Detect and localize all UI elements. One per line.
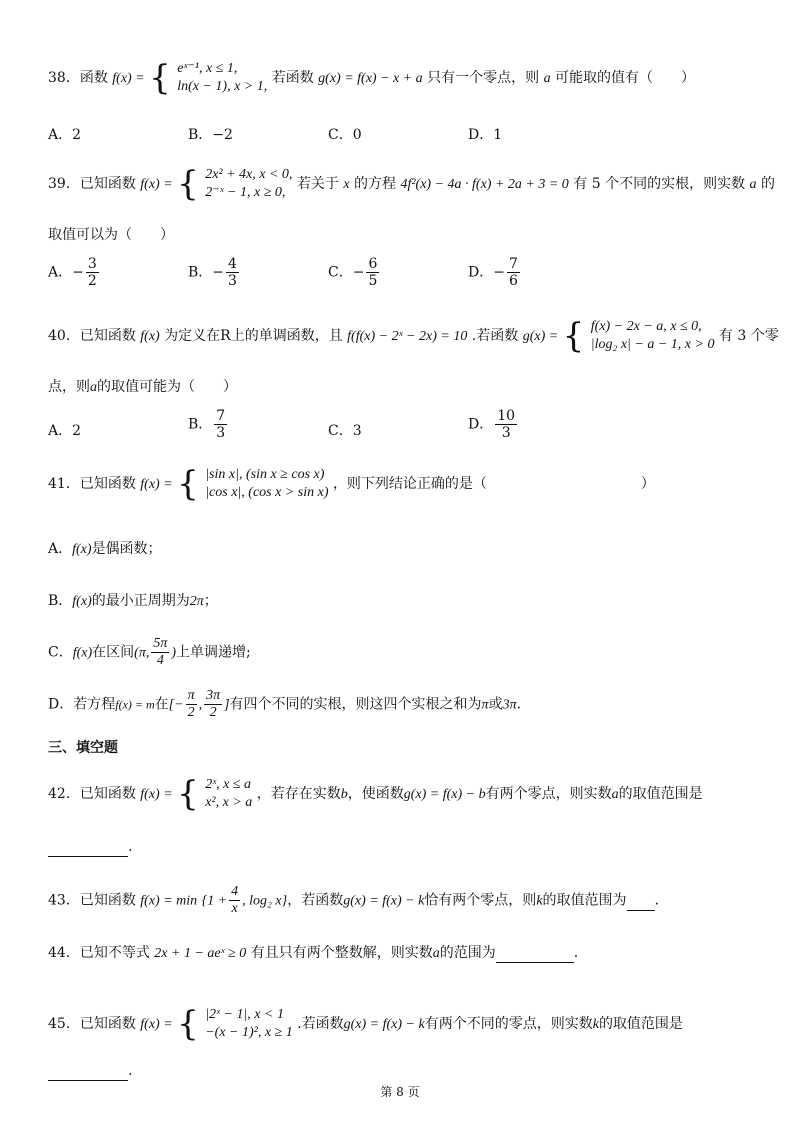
q38-option-b[interactable]: B．−2 (188, 127, 233, 143)
q41-option-c-close: ) (171, 645, 177, 661)
q43-text-2: 恰有两个零点，则 (424, 892, 537, 909)
q38-option-d[interactable]: D．1 (468, 127, 503, 143)
q42-answer-blank[interactable] (48, 838, 128, 857)
q45-brace: { (177, 1004, 199, 1044)
q41-option-d-den-2: 2 (209, 705, 217, 720)
q40-gx: g(x) = (522, 329, 559, 344)
q40-brace: { (562, 316, 585, 356)
q40-option-a[interactable]: A．2 (48, 423, 82, 439)
q41-option-a-text: 是偶函数； (91, 541, 162, 557)
q43-min-rest: , log₂ x} (242, 893, 288, 909)
q41-fx: f(x) = (140, 477, 173, 492)
q39-option-c[interactable] (328, 256, 381, 289)
q41-option-d-text-2: 有四个不同的实根，则这四个实根之和为 (229, 696, 482, 713)
q39-case-2: 2⁻ˣ − 1, x ≥ 0, (205, 185, 286, 200)
q42-stem (48, 776, 703, 812)
q41-option-c-den: 4 (156, 653, 164, 668)
q43-min-num: 4 (231, 884, 239, 899)
q41-option-d-comma: , (198, 697, 203, 713)
q43-min-fraction (229, 884, 240, 917)
q39-option-d-fraction (507, 256, 520, 289)
q39-option-b-den: 3 (228, 273, 237, 289)
q41-option-d-text-1: 在 (154, 696, 169, 713)
q39-option-a-num: 3 (87, 256, 97, 272)
q38-text-1: 若函数 (271, 70, 314, 86)
q39-cases (205, 166, 292, 202)
q42-case-2: x², x > a (205, 795, 253, 810)
q40-option-b[interactable] (188, 408, 229, 441)
q45-case-2: −(x − 1)², x ≥ 1 (205, 1025, 293, 1040)
q41-option-c-end: 上单调递增; (176, 644, 251, 661)
q40-fx: f(x) (140, 329, 160, 344)
q40-option-d-num: 10 (497, 408, 516, 424)
q44-text-1: 有且只有两个整数解，则实数 (250, 945, 433, 961)
q41-stem (48, 466, 655, 502)
q38-text-2: 只有一个零点，则 (427, 70, 540, 86)
q41-option-c[interactable] (48, 636, 251, 669)
q40-option-b-num: 7 (216, 408, 226, 424)
q41-option-a[interactable] (48, 540, 162, 559)
q39-var-x: x (343, 177, 350, 192)
q40-line-2b: 的取值可能为（ ） (97, 379, 237, 395)
q44-stem (48, 944, 578, 963)
q45-text-2: 有两个不同的零点，则实数 (424, 1016, 593, 1032)
q40-equation: f(f(x) − 2ˣ − 2x) = 10 (347, 329, 468, 344)
q45-answer-blank[interactable] (48, 1062, 128, 1081)
q41-option-c-text: 在区间 (92, 644, 135, 661)
q42-number: 42．已知函数 (48, 786, 136, 802)
q39-option-c-num: 6 (368, 256, 378, 272)
q39-equation: 4f²(x) − 4a · f(x) + 2a + 3 = 0 (400, 177, 569, 192)
q40-option-d-letter: D． (468, 416, 494, 433)
q41-case-2: |cos x|, (cos x > sin x) (205, 485, 329, 500)
q42-text-1: ，若存在实数 (256, 786, 341, 802)
q43-text-1: ，若函数 (287, 892, 344, 909)
q44-text-2: 的范围为 (439, 945, 496, 961)
q45-case-1: |2ˣ − 1|, x < 1 (205, 1007, 284, 1022)
q39-option-b[interactable] (188, 256, 241, 289)
q39-option-b-letter: B． (188, 264, 213, 281)
q39-stem (48, 166, 775, 202)
q41-option-d-num-1: π (187, 688, 195, 703)
q45-answer-line (48, 1062, 132, 1081)
q40-option-b-fraction (214, 408, 227, 441)
q41-option-c-fx: f(x) (72, 645, 93, 661)
q40-option-d[interactable] (468, 408, 519, 441)
q38-text-3: 可能取的值有（ ） (555, 70, 696, 86)
q44-answer-blank[interactable] (496, 944, 574, 963)
q41-option-d-fraction-2 (204, 688, 222, 721)
q39-option-c-fraction (366, 256, 379, 289)
q41-option-d[interactable] (48, 688, 521, 721)
q43-fx: f(x) = min (140, 893, 198, 909)
q44-inequality: 2x + 1 − aeˣ ≥ 0 (154, 946, 247, 961)
q41-option-b-letter: B． (48, 593, 73, 609)
q44-end: . (573, 945, 579, 961)
q40-case-2: |log₂ x| − a − 1, x > 0 (590, 337, 715, 352)
q38-number: 38．函数 (48, 70, 108, 86)
q40-options (48, 408, 748, 452)
q40-cases (591, 318, 715, 354)
q41-option-b-text: 的最小正周期为 (91, 593, 190, 609)
q38-brace: { (149, 58, 171, 98)
q42-brace: { (177, 774, 199, 814)
q41-option-c-letter: C． (48, 644, 73, 661)
q39-stem-line-2: 取值可以为（ ） (48, 227, 174, 243)
q41-option-d-fraction-1 (186, 688, 197, 721)
q39-text-3: 有 5 个不同的实根，则实数 (573, 176, 746, 192)
q42-text-3: 有两个零点，则实数 (485, 786, 612, 802)
q40-stem (48, 318, 779, 354)
q41-option-b-fx: f(x) (72, 594, 92, 609)
q45-text-1: .若函数 (297, 1016, 344, 1032)
section-fill-in-title: 三、填空题 (48, 740, 118, 756)
q40-line-2a: 点，则 (48, 379, 90, 395)
q41-option-a-fx: f(x) (72, 542, 92, 557)
q41-option-d-den-1: 2 (187, 705, 195, 720)
q38-options (48, 124, 748, 168)
q44-var-a: a (432, 946, 440, 961)
q43-gx: g(x) = f(x) − k (343, 893, 425, 909)
q39-brace: { (177, 164, 199, 204)
q39-options (48, 256, 748, 300)
q42-fx: f(x) = (140, 787, 173, 802)
q38-var-a: a (543, 71, 551, 86)
q40-text-1: 为定义在R上的单调函数，且 (164, 328, 343, 344)
q42-var-a: a (611, 787, 619, 802)
q43-stem (48, 884, 659, 917)
q43-end: . (654, 892, 659, 909)
q40-text-3: 有 3 个零 (718, 328, 779, 344)
q41-option-b-value: 2π (189, 594, 204, 609)
q41-option-d-pi: π (481, 697, 489, 713)
q41-cases (205, 466, 328, 502)
q38-stem (48, 60, 695, 96)
q39-option-d-den: 6 (508, 273, 518, 289)
q39-option-b-num: 4 (228, 256, 237, 272)
q40-option-b-letter: B． (188, 416, 213, 433)
q43-text-3: 的取值范围为 (542, 892, 627, 909)
q45-fx: f(x) = (140, 1017, 173, 1032)
q43-min-open: {1 + (201, 893, 228, 909)
q39-option-b-fraction (226, 256, 239, 289)
q39-option-d[interactable] (468, 256, 522, 289)
q43-var-k: k (536, 893, 543, 909)
q41-option-d-open: [− (168, 697, 184, 713)
q40-var-a: a (90, 380, 97, 395)
q42-case-1: 2ˣ, x ≤ a (205, 777, 252, 792)
q42-var-b: b (340, 787, 348, 802)
q40-option-d-den: 3 (501, 425, 511, 441)
q41-option-a-letter: A． (48, 541, 73, 557)
q40-text-2: .若函数 (471, 328, 519, 344)
q41-case-1: |sin x|, (sin x ≥ cos x) (205, 467, 325, 482)
q41-option-d-num-2: 3π (206, 688, 221, 703)
q41-option-d-3pi: 3π (502, 697, 517, 713)
q38-option-c[interactable]: C．0 (328, 127, 362, 143)
q39-option-a[interactable] (48, 256, 101, 289)
q39-number: 39．已知函数 (48, 176, 136, 192)
q40-option-d-fraction (495, 408, 517, 441)
q42-end: . (128, 839, 133, 855)
q40-case-1: f(x) − 2x − a, x ≤ 0, (590, 319, 702, 334)
page-footer: 第 8 页 (380, 1085, 420, 1099)
q41-option-b[interactable] (48, 592, 218, 611)
q41-option-d-close: ] (224, 697, 230, 713)
q42-answer-line (48, 838, 132, 857)
q45-gx: g(x) = f(x) − k (343, 1017, 425, 1032)
q38-case-1: eˣ⁻¹, x ≤ 1, (177, 61, 238, 76)
q39-var-a: a (749, 177, 757, 192)
q42-gx: g(x) = f(x) − b (403, 787, 486, 802)
q43-number: 43．已知函数 (48, 892, 136, 909)
q39-option-c-sign: − (352, 264, 365, 281)
q43-min-den: x (231, 901, 238, 916)
q45-stem (48, 1006, 683, 1042)
q41-option-d-letter: D．若方程 (48, 696, 116, 713)
q39-option-d-letter: D． (468, 264, 494, 281)
q39-case-1: 2x² + 4x, x < 0, (205, 167, 293, 182)
q39-option-a-fraction (86, 256, 99, 289)
q44-number: 44．已知不等式 (48, 945, 150, 961)
q45-cases (205, 1006, 293, 1042)
q38-option-a[interactable]: A．2 (48, 127, 82, 143)
q41-option-b-end: ； (203, 593, 218, 609)
q38-fx: f(x) = (112, 71, 145, 86)
q41-option-c-open: (π, (134, 645, 150, 661)
q39-option-b-sign: − (212, 264, 225, 281)
q38-case-2: ln(x − 1), x > 1, (177, 79, 268, 94)
q43-answer-blank[interactable] (627, 892, 655, 911)
q39-text-4: 的 (760, 176, 775, 192)
q39-text-2: 的方程 (354, 176, 397, 192)
q40-stem-line-2 (48, 378, 237, 397)
q41-number: 41．已知函数 (48, 476, 136, 492)
q39-option-a-den: 2 (87, 273, 97, 289)
q39-option-c-den: 5 (368, 273, 378, 289)
q40-option-b-den: 3 (216, 425, 226, 441)
q42-text-2: ，使函数 (347, 786, 404, 802)
q41-option-c-num: 5π (153, 636, 168, 651)
q39-option-a-letter: A． (48, 264, 73, 281)
q40-number: 40．已知函数 (48, 328, 136, 344)
q41-text-1: ，则下列结论正确的是（ ） (332, 476, 655, 492)
q39-option-d-sign: − (493, 264, 505, 281)
q38-gx: g(x) = f(x) − x + a (318, 71, 423, 86)
q42-cases (205, 776, 252, 812)
q41-option-d-end: . (516, 696, 522, 713)
q41-option-d-equation: f(x) = m (115, 697, 155, 712)
q39-text-1: 若关于 (296, 176, 339, 192)
q40-option-c[interactable]: C．3 (328, 423, 362, 439)
q38-cases (177, 60, 267, 96)
q39-option-d-num: 7 (508, 256, 518, 272)
q39-option-c-letter: C． (328, 264, 353, 281)
q41-option-d-or: 或 (488, 696, 503, 713)
q39-option-a-sign: − (72, 264, 84, 281)
q45-end: . (128, 1063, 133, 1079)
q41-option-c-fraction (151, 636, 169, 669)
q41-brace: { (177, 464, 199, 504)
q39-fx: f(x) = (140, 177, 173, 192)
q45-text-3: 的取值范围是 (598, 1016, 683, 1032)
q45-number: 45．已知函数 (48, 1016, 136, 1032)
q45-var-k: k (592, 1017, 599, 1032)
q42-text-4: 的取值范围是 (618, 786, 703, 802)
